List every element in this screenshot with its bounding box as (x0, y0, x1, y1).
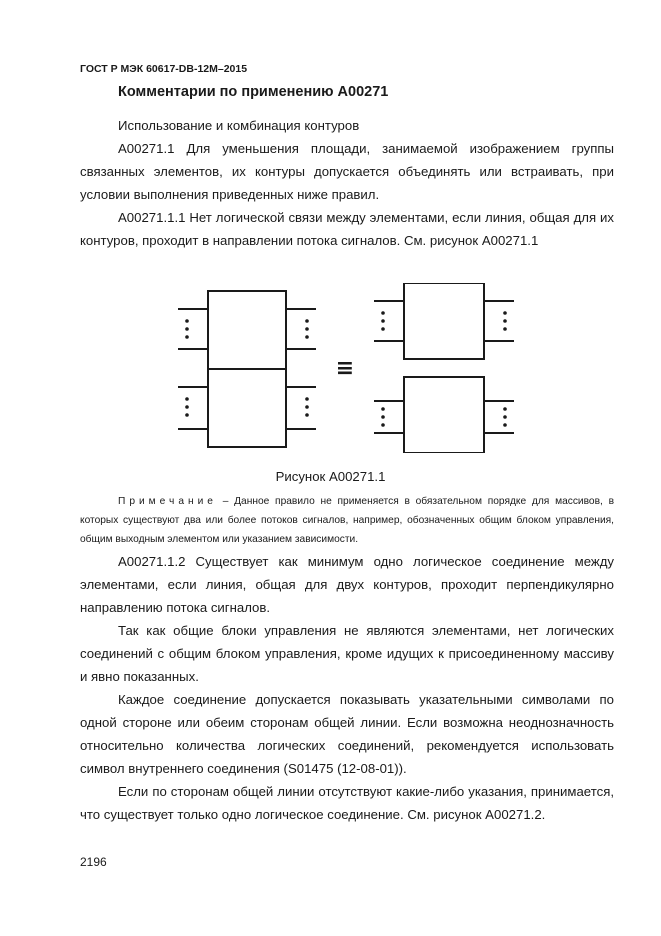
paragraph-a00271-1: A00271.1 Для уменьшения площади, занимаемой изображением группы связанных элементов, их контуры допускается объединять или встраивать, при условии выполнения приведенных ниже правил. (80, 141, 614, 202)
page-number: 2196 (80, 855, 107, 869)
document-header: ГОСТ Р МЭК 60617-DB-12M–2015 (80, 63, 248, 75)
separate-upper-element-box (404, 283, 484, 359)
paragraph-connections: Каждое соединение допускается показывать указательными символами по одной стороне или обеим сторонам общей линии. Если возможна неоднозначность относительно количества логических соединений, рекомендуется использовать символ внутреннего соединения (S01475 (12-08-01)). (80, 692, 614, 776)
figure-caption: Рисунок A00271.1 (275, 469, 386, 484)
upper-element-box (208, 291, 286, 369)
combined-elements-diagram (178, 291, 316, 447)
paragraph-a00271-1-1: A00271.1.1 Нет логической связи между элементами, если линия, общая для их контуров, проходит в направлении потока сигналов. См. рисунок A00271.1 (80, 210, 614, 248)
paragraph-subheading: Использование и комбинация контуров (118, 118, 360, 133)
note-text: – Данное правило не применяется в обязательном порядке для массивов, в которых существуют два или более потоков сигналов, например, обозначенных общим блоком управления, общим выходным элементом или указанием зависимости. (80, 496, 614, 545)
separate-lower-element-box (404, 377, 484, 453)
paragraph-a00271-1-2: A00271.1.2 Существует как минимум одно логическое соединение между элементами, если линия, общая для двух контуров, проходит перпендикулярно направлению потока сигналов. (80, 554, 614, 615)
note-block (80, 492, 614, 549)
paragraph-single-connection: Если по сторонам общей линии отсутствуют какие-либо указания, принимается, что существует только одно логическое соединение. См. рисунок A00271.2. (80, 784, 614, 822)
separate-elements-diagram (374, 283, 514, 453)
lower-element-box (208, 369, 286, 447)
paragraph-control-blocks: Так как общие блоки управления не являются элементами, нет логических соединений с общим блоком управления, кроме идущих к присоединенному массиву и явно показанных. (80, 623, 614, 684)
note-label: Примечание (118, 496, 217, 507)
section-title: Комментарии по применению A00271 (118, 84, 389, 100)
figure-a00271-1 (170, 283, 520, 453)
equivalence-symbol: ≡ (335, 356, 355, 381)
